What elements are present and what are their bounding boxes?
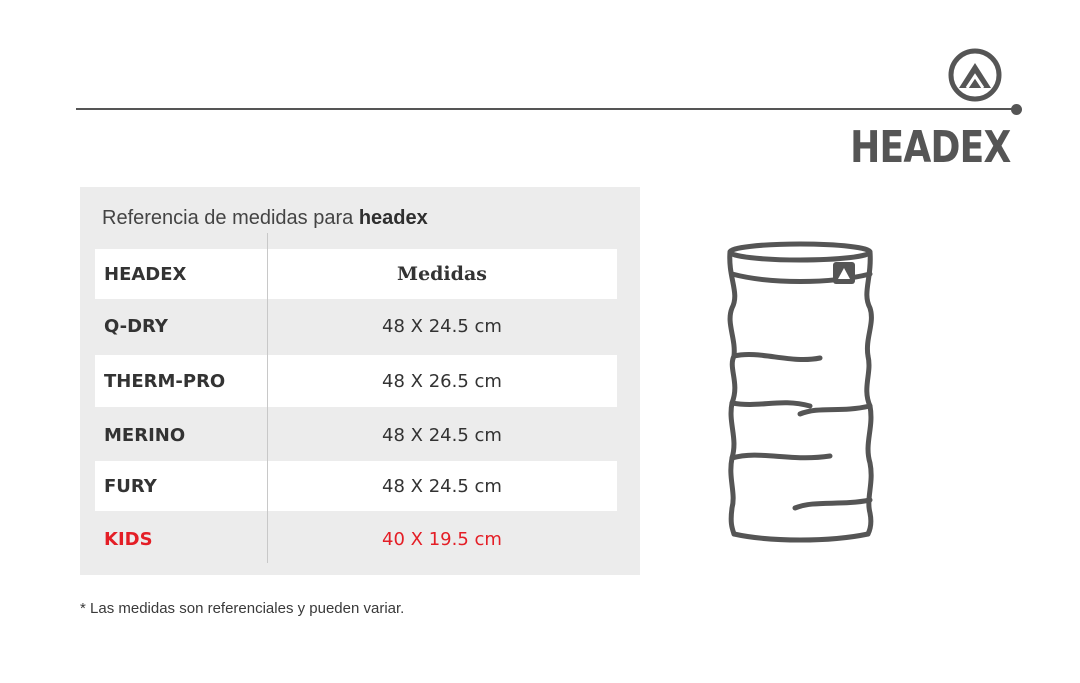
header-product: HEADEX xyxy=(104,263,187,285)
table-row xyxy=(95,513,617,565)
neck-tube-icon xyxy=(720,238,880,543)
table-header-row xyxy=(95,249,617,299)
chart-heading-prefix: Referencia de medidas para xyxy=(102,207,359,229)
size-chart-panel xyxy=(80,187,640,575)
mountain-logo-icon xyxy=(945,48,1005,102)
header-rule xyxy=(76,108,1016,110)
table-row xyxy=(95,355,617,407)
header-measures: Medidas xyxy=(397,263,487,285)
brand-title: HEADEX xyxy=(849,122,1010,173)
product-size: 40 X 19.5 cm xyxy=(382,528,502,550)
product-name: MERINO xyxy=(104,424,186,446)
product-name: THERM-PRO xyxy=(104,370,226,392)
product-name: Q-DRY xyxy=(104,315,168,337)
footnote: * Las medidas son referenciales y pueden variar. xyxy=(80,600,405,617)
table-row xyxy=(95,301,617,351)
chart-heading-bold: headex xyxy=(358,207,428,229)
product-size: 48 X 24.5 cm xyxy=(382,475,502,497)
product-size: 48 X 24.5 cm xyxy=(382,424,502,446)
product-name: KIDS xyxy=(104,528,153,550)
table-row xyxy=(95,461,617,511)
product-size: 48 X 26.5 cm xyxy=(382,370,502,392)
chart-heading xyxy=(102,207,428,230)
header-rule-dot xyxy=(1011,104,1022,115)
product-name: FURY xyxy=(104,475,157,497)
product-size: 48 X 24.5 cm xyxy=(382,315,502,337)
column-divider xyxy=(267,233,268,563)
table-row xyxy=(95,409,617,461)
